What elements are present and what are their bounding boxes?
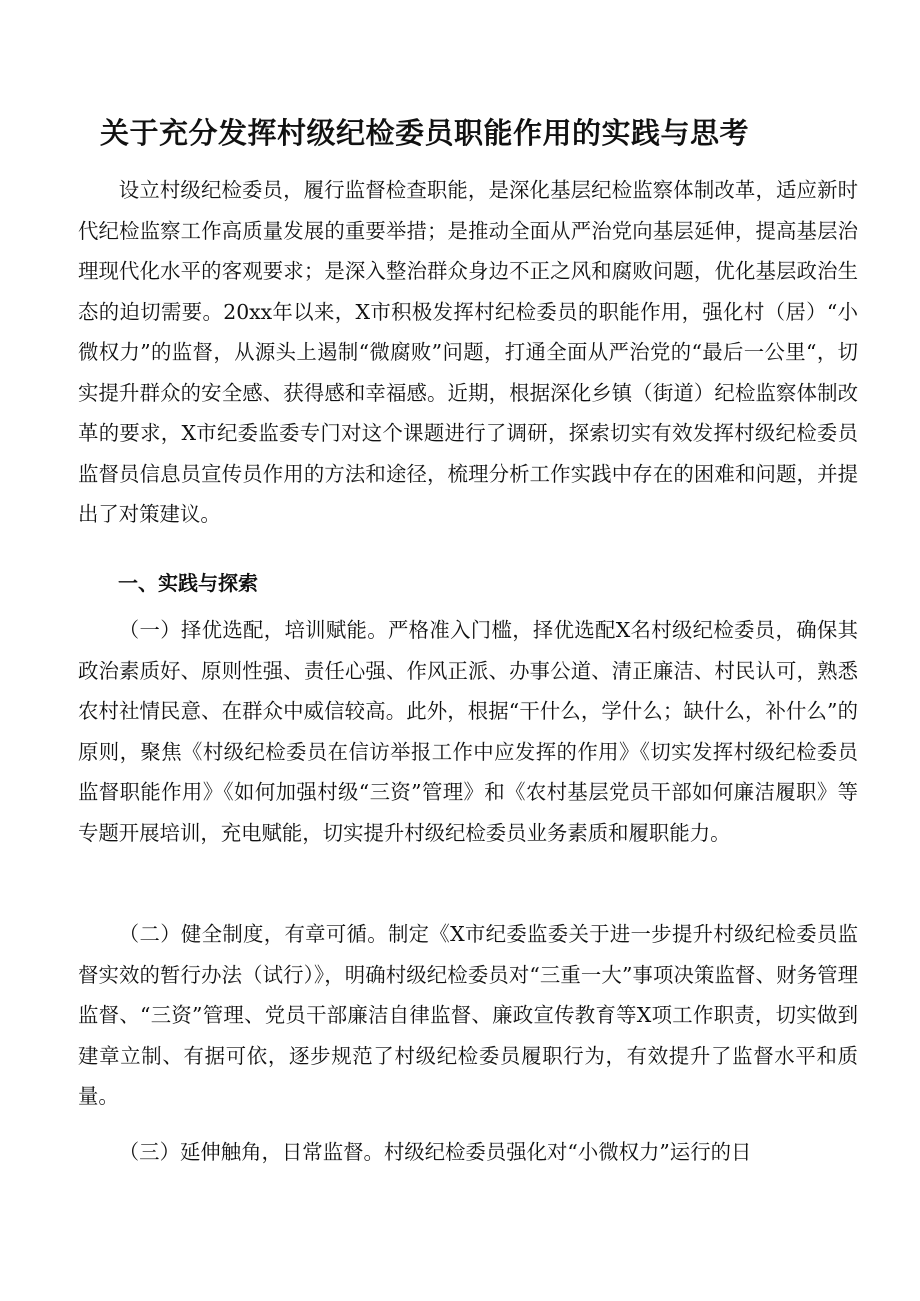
body-paragraph-3: （三）延伸触角，日常监督。村级纪检委员强化对“小微权力”运行的日 [118, 1140, 752, 1164]
body-paragraph-1: （一）择优选配，培训赋能。严格准入门槛，择优选配X名村级纪检委员，确保其政治素质好、原则性强、责任心强、作风正派、办事公道、清正廉洁、村民认可，熟悉农村社情民意、在群众中威信较高。此外，根据“干什么，学什么；缺什么，补什么”的原则，聚焦《村级纪检委员在信访举报工作中应发挥的作用》《切实发挥村级纪检委员监督职能作用》《如何加强村级“三资”管理》和《农村基层党员干部如何廉洁履职》等专题开展培训，充电赋能，切实提升村级纪检委员业务素质和履职能力。 [78, 618, 858, 845]
intro-paragraph: 设立村级纪检委员，履行监督检查职能，是深化基层纪检监察体制改革，适应新时代纪检监察工作高质量发展的重要举措；是推动全面从严治党向基层延伸，提高基层治理现代化水平的客观要求；是深入整治群众身边不正之风和腐败问题，优化基层政治生态的迫切需要。20xx年以来，X市积极发挥村纪检委员的职能作用，强化村（居）“小微权力”的监督，从源头上遏制“微腐败”问题，打通全面从严治党的“最后一公里“，切实提升群众的安全感、获得感和幸福感。近期，根据深化乡镇（街道）纪检监察体制改革的要求，X市纪委监委专门对这个课题进行了调研，探索切实有效发挥村级纪检委员监督员信息员宣传员作用的方法和途径，梳理分析工作实践中存在的困难和问题，并提出了对策建议。 [78, 178, 858, 526]
body-paragraph-2: （二）健全制度，有章可循。制定《X市纪委监委关于进一步提升村级纪检委员监督实效的暂行办法（试行）》，明确村级纪检委员对“三重一大”事项决策监督、财务管理监督、“三资”管理、党员干部廉洁自律监督、廉政宣传教育等X项工作职责，切实做到建章立制、有据可依，逐步规范了村级纪检委员履职行为，有效提升了监督水平和质量。 [78, 922, 858, 1108]
section-heading: 一、实践与探索 [118, 571, 258, 595]
document-title: 关于充分发挥村级纪检委员职能作用的实践与思考 [100, 116, 750, 150]
